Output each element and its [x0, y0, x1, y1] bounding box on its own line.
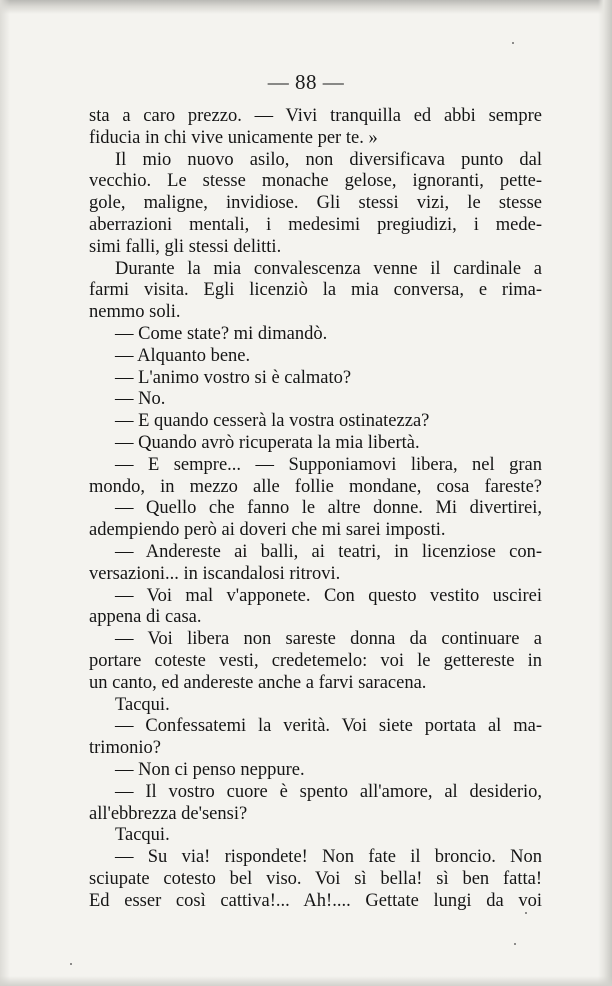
- text-line: vecchio. Le stesse monache gelose, ignoranti, pette-: [89, 171, 542, 192]
- text-line: fiducia in chi vive unicamente per te. »: [89, 127, 378, 148]
- text-line: — Confessatemi la verità. Voi siete portata al ma-: [115, 716, 542, 737]
- text-line: simi falli, gli stessi delitti.: [89, 236, 282, 257]
- text-line: sta a caro prezzo. — Vivi tranquilla ed abbi sempre: [89, 106, 542, 126]
- text-line: — E sempre... — Supponiamovi libera, nel gran: [115, 454, 542, 475]
- page-top-edge: [0, 0, 612, 14]
- text-line: trimonio?: [89, 738, 161, 759]
- text-line: Tacqui.: [115, 825, 170, 846]
- paper-speck: [514, 943, 516, 945]
- paper-speck: [512, 42, 514, 44]
- page-number: — 88 —: [267, 70, 345, 94]
- paper-speck: [70, 963, 72, 965]
- paper-speck: [525, 912, 527, 914]
- text-line: farmi visita. Egli licenziò la mia conversa, e rima-: [89, 280, 542, 301]
- text-line: — Su via! rispondete! Non fate il broncio. Non: [115, 847, 542, 868]
- text-line: versazioni... in iscandalosi ritrovi.: [89, 563, 341, 584]
- page-bottom-edge: [0, 976, 612, 986]
- text-line: — Voi mal v'apponete. Con questo vestito uscirei: [115, 585, 542, 606]
- text-line: — Voi libera non sareste donna da continuare a: [115, 629, 542, 650]
- page-left-edge: [0, 0, 10, 986]
- text-line: — No.: [115, 389, 166, 410]
- text-line: adempiendo però ai doveri che mi sarei imposti.: [89, 520, 446, 541]
- text-line: — Andereste ai balli, ai teatri, in licenziose con-: [115, 541, 542, 562]
- text-line: portare coteste vesti, credetemelo: voi le gettereste in: [89, 650, 542, 671]
- text-line: — Come state? mi dimandò.: [115, 323, 328, 344]
- text-line: un canto, ed andereste anche a farvi saracena.: [89, 672, 427, 693]
- text-line: sciupate cotesto bel viso. Voi sì bella! sì ben fatta!: [89, 868, 542, 889]
- text-line: appena di casa.: [89, 607, 202, 628]
- text-line: all'ebbrezza de'sensi?: [89, 803, 248, 824]
- text-line: — Quando avrò ricuperata la mia libertà.: [115, 432, 420, 453]
- text-line: — Quello che fanno le altre donne. Mi divertirei,: [115, 498, 542, 519]
- body-text: [89, 106, 542, 912]
- text-line: — L'animo vostro si è calmato?: [115, 367, 352, 388]
- text-line: Ed esser così cattiva!... Ah!.... Gettate lungi da voi: [89, 890, 542, 911]
- text-line: gole, maligne, invidiose. Gli stessi vizi, le stesse: [89, 193, 542, 214]
- text-line: nemmo soli.: [89, 302, 181, 323]
- text-line: mondo, in mezzo alle follie mondane, cosa fareste?: [89, 476, 542, 497]
- text-line: Durante la mia convalescenza venne il cardinale a: [115, 258, 542, 279]
- text-line: — E quando cesserà la vostra ostinatezza?: [115, 411, 430, 432]
- text-line: Il mio nuovo asilo, non diversificava punto dal: [115, 149, 542, 170]
- text-line: — Alquanto bene.: [115, 345, 251, 366]
- text-line: — Non ci penso neppure.: [115, 759, 305, 780]
- text-line: Tacqui.: [115, 694, 170, 715]
- text-line: — Il vostro cuore è spento all'amore, al desiderio,: [115, 781, 542, 802]
- page-right-edge: [598, 0, 612, 986]
- text-line: aberrazioni mentali, i medesimi pregiudizi, i mede-: [89, 214, 542, 235]
